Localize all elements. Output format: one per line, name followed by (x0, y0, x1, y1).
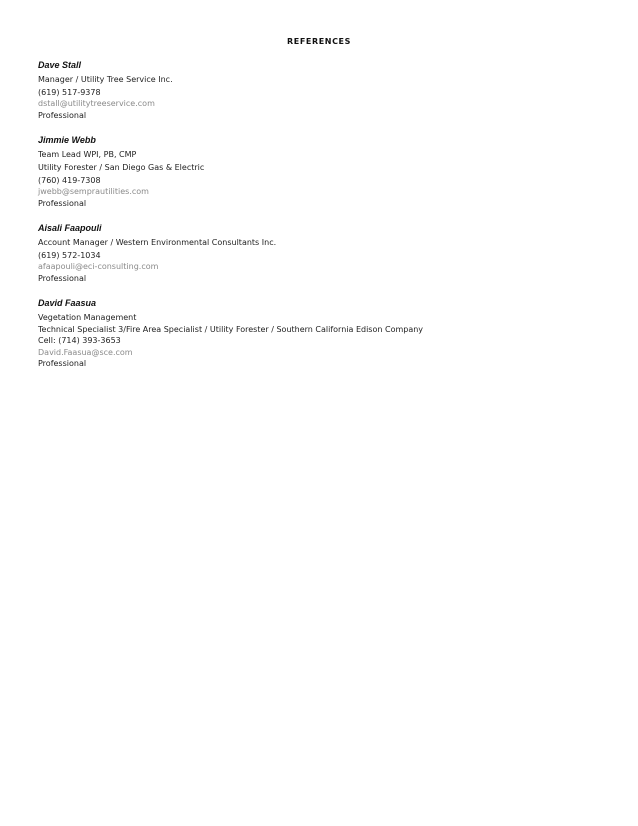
reference-position: Team Lead WPI, PB, CMP (38, 150, 137, 160)
reference-name: Jimmie Webb (38, 135, 96, 146)
reference-type: Professional (38, 110, 87, 120)
reference-type: Professional (38, 358, 87, 368)
reference-position: Manager / Utility Tree Service Inc. (38, 75, 173, 84)
references-list (38, 59, 608, 369)
reference-name: David Faasua (38, 298, 97, 309)
page-title: REFERENCES (287, 37, 351, 46)
reference-type: Professional (38, 198, 87, 208)
reference-entry (38, 59, 608, 121)
reference-position: Utility Forester / San Diego Gas & Electric (38, 163, 205, 173)
reference-phone: Cell: (714) 393-3653 (38, 336, 121, 346)
reference-position: Technical Specialist 3/Fire Area Specialist / Utility Forester / Southern California Edison Company (38, 324, 424, 334)
reference-entry (38, 222, 608, 284)
reference-phone: (619) 572-1034 (38, 251, 101, 261)
reference-name: Dave Stall (38, 60, 82, 70)
reference-department: Vegetation Management (38, 313, 137, 323)
reference-email[interactable]: David.Faasua@sce.com (38, 347, 133, 357)
reference-phone: (619) 517-9378 (38, 87, 101, 97)
reference-name: Aisali Faapouli (38, 223, 102, 234)
reference-phone: (760) 419-7308 (38, 175, 101, 185)
reference-position: Account Manager / Western Environmental Consultants Inc. (38, 238, 277, 248)
reference-email[interactable]: afaapouli@eci-consulting.com (38, 262, 159, 272)
reference-email[interactable]: dstall@utilitytreeservice.com (38, 99, 155, 109)
reference-entry (38, 134, 608, 209)
reference-type: Professional (38, 273, 87, 283)
reference-entry (38, 297, 608, 369)
reference-email[interactable]: jwebb@semprautilities.com (38, 187, 149, 197)
